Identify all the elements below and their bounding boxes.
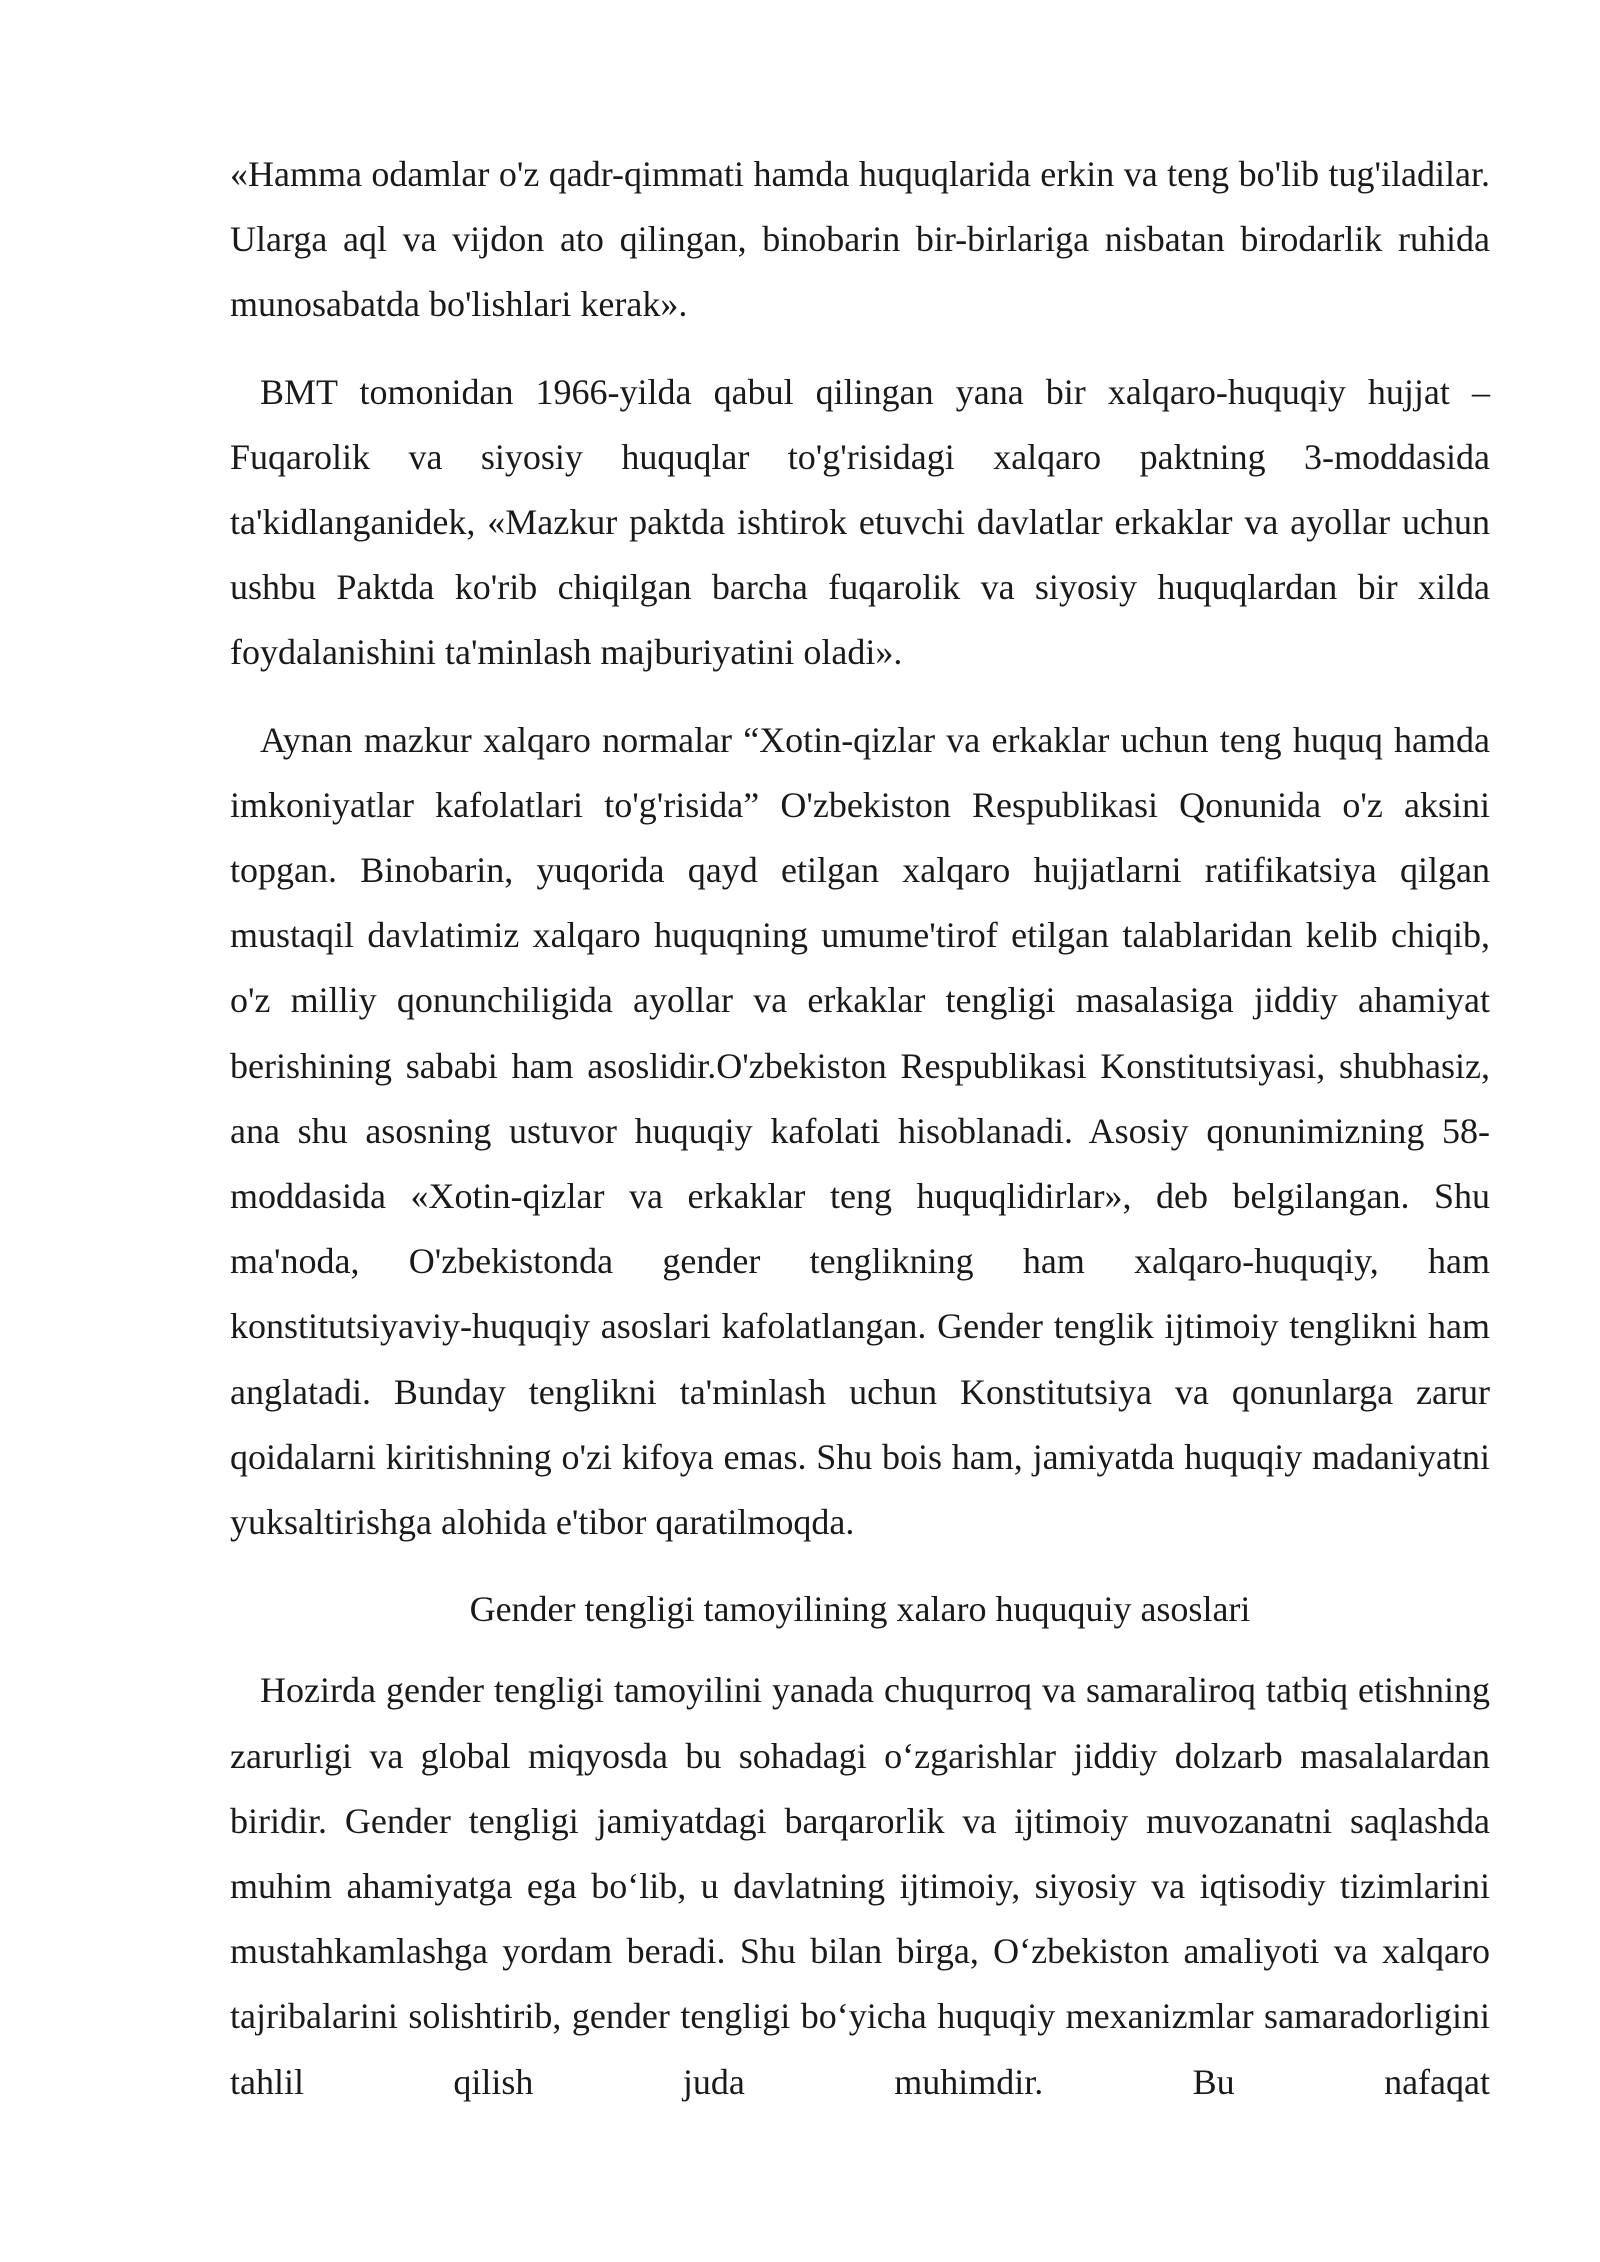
paragraph-quote-declaration: «Hamma odamlar o'z qadr-qimmati hamda huquqlarida erkin va teng bo'lib tug'iladilar. Ularga aql va vijdon ato qilingan, binobarin bir-birlariga nisbatan birodarlik ruhida munosabatda bo'lishlari kerak». — [230, 154, 1490, 325]
paragraph-current-relevance: Hozirda gender tengligi tamoyilini yanada chuqurroq va samaraliroq tatbiq etishning zarurligi va global miqyosda bu sohadagi oʻzgarishlar jiddiy dolzarb masalalardan biridir. Gender tengligi jamiyatdagi barqarorlik va ijtimoiy muvozanatni saqlashda muhim ahamiyatga ega boʻlib, u davlatning ijtimoiy, siyosiy va iqtisodiy tizimlarini mustahkamlashga yordam beradi. Shu bilan birga, Oʻzbekiston amaliyoti va xalqaro tajribalarini solishtirib, gender tengligi boʻyicha huquqiy mexanizmlar samaradorligini tahlil qilish juda muhimdir. Bu nafaqat — [230, 1670, 1490, 2102]
section-heading: Gender tengligi tamoyilining xalaro huququiy asoslari — [469, 1589, 1251, 1630]
paragraph-national-law: Aynan mazkur xalqaro normalar “Xotin-qizlar va erkaklar uchun teng huquq hamda imkoniyatlar kafolatlari to'g'risida” O'zbekiston Respublikasi Qonunida o'z aksini topgan. Binobarin, yuqorida qayd etilgan xalqaro hujjatlarni ratifikatsiya qilgan mustaqil davlatimiz xalqaro huquqning umume'tirof etilgan talablaridan kelib chiqib, o'z milliy qonunchiligida ayollar va erkaklar tengligi masalasiga jiddiy ahamiyat berishining sababi ham asoslidir.O'zbekiston Respublikasi Konstitutsiyasi, shubhasiz, ana shu asosning ustuvor huquqiy kafolati hisoblanadi. Asosiy qonunimizning 58-moddasida «Xotin-qizlar va erkaklar teng huquqlidirlar», deb belgilangan. Shu ma'noda, O'zbekistonda gender tenglikning ham xalqaro-huquqiy, ham konstitutsiyaviy-huquqiy asoslari kafolatlangan. Gender tenglik ijtimoiy tenglikni ham anglatadi. Bunday tenglikni ta'minlash uchun Konstitutsiya va qonunlarga zarur qoidalarni kiritishning o'zi kifoya emas. Shu bois ham, jamiyatda huquqiy madaniyatni yuksaltirishga alohida e'tibor qaratilmoqda. — [230, 719, 1490, 1543]
document-body — [230, 142, 1490, 2137]
paragraph-covenant: BMT tomonidan 1966-yilda qabul qilingan yana bir xalqaro-huquqiy hujjat – Fuqarolik va siyosiy huquqlar to'g'risidagi xalqaro paktning 3-moddasida ta'kidlanganidek, «Mazkur paktda ishtirok etuvchi davlatlar erkaklar va ayollar uchun ushbu Paktda ko'rib chiqilgan barcha fuqarolik va siyosiy huquqlardan bir xilda foydalanishini ta'minlash majburiyatini oladi». — [230, 371, 1490, 673]
